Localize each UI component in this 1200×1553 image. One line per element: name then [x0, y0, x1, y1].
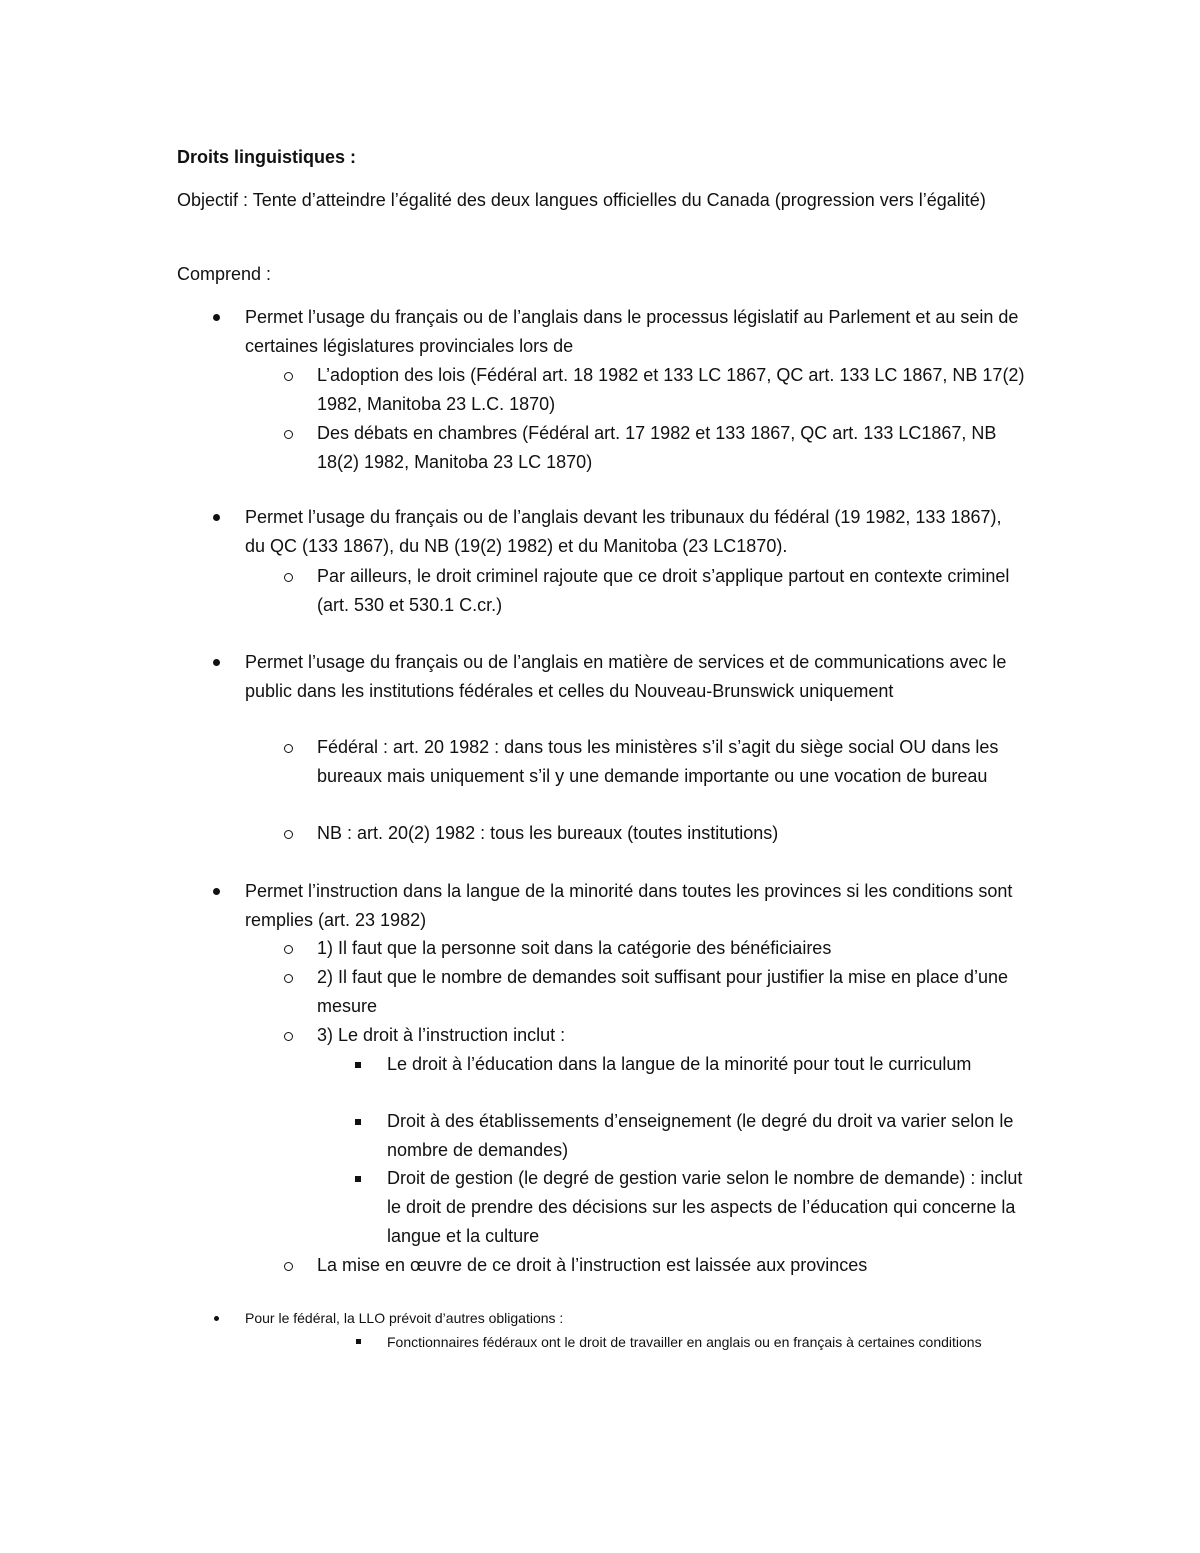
bullet-dot — [213, 514, 220, 521]
sub-list-item: NB : art. 20(2) 1982 : tous les bureaux (toutes institutions) — [317, 823, 779, 843]
bullet-dot — [213, 888, 220, 895]
sub-sub-bullet-square — [355, 1119, 361, 1125]
sub-sub-list-item: Droit de gestion (le degré de gestion varie selon le nombre de demande) : inclut le droit de prendre des décisions sur les aspects de l’éducation qui concerne la langue et la culture — [387, 1168, 1023, 1246]
sub-sub-list-item: Droit à des établissements d’enseignement (le degré du droit va varier selon le nombre de demandes) — [387, 1111, 1014, 1160]
sub-bullet-circle — [284, 1032, 293, 1041]
list-item: Pour le fédéral, la LLO prévoit d’autres obligations : — [245, 1310, 564, 1326]
bullet-dot — [214, 1316, 219, 1321]
sub-sub-bullet-square — [355, 1176, 361, 1182]
page-title: Droits linguistiques : — [177, 147, 357, 167]
bullet-dot — [213, 659, 220, 666]
sub-bullet-circle — [284, 372, 293, 381]
list-item: Permet l’usage du français ou de l’anglais devant les tribunaux du fédéral (19 1982, 133 1867), du QC (133 1867), du NB (19(2) 1982) et du Manitoba (23 LC1870). — [245, 507, 1002, 556]
sub-list-item: 2) Il faut que le nombre de demandes soit suffisant pour justifier la mise en place d’une mesure — [317, 967, 1009, 1016]
sub-bullet-circle — [284, 830, 293, 839]
sub-bullet-circle — [284, 974, 293, 983]
sub-list-item: Par ailleurs, le droit criminel rajoute que ce droit s’applique partout en contexte criminel (art. 530 et 530.1 C.cr.) — [317, 566, 1010, 615]
sub-list-item: 1) Il faut que la personne soit dans la catégorie des bénéficiaires — [317, 938, 832, 958]
sub-bullet-circle — [284, 744, 293, 753]
sub-sub-bullet-square — [355, 1062, 361, 1068]
list-item: Permet l’instruction dans la langue de la minorité dans toutes les provinces si les conditions sont remplies (art. 23 1982) — [245, 881, 1013, 930]
sub-list-item: L’adoption des lois (Fédéral art. 18 1982 et 133 LC 1867, QC art. 133 LC 1867, NB 17(2) 1982, Manitoba 23 L.C. 1870) — [317, 365, 1025, 414]
sub-list-item: 3) Le droit à l’instruction inclut : — [317, 1025, 566, 1045]
sub-list-item: Fédéral : art. 20 1982 : dans tous les ministères s’il s’agit du siège social OU dans les bureaux mais uniquement s’il y une demande importante ou une vocation de bureau — [317, 737, 999, 786]
sub-bullet-circle — [284, 573, 293, 582]
list-item: Permet l’usage du français ou de l’anglais dans le processus législatif au Parlement et au sein de certaines législatures provinciales lors de — [245, 307, 1019, 356]
bullet-dot — [213, 314, 220, 321]
list-item: Permet l’usage du français ou de l’anglais en matière de services et de communications avec le public dans les institutions fédérales et celles du Nouveau-Brunswick uniquement — [245, 652, 1007, 701]
sub-bullet-circle — [284, 430, 293, 439]
comprend-label: Comprend : — [177, 264, 272, 284]
sub-sub-list-item: Fonctionnaires fédéraux ont le droit de travailler en anglais ou en français à certaines conditions — [387, 1334, 982, 1350]
sub-sub-bullet-square — [356, 1339, 361, 1344]
sub-list-item: Des débats en chambres (Fédéral art. 17 1982 et 133 1867, QC art. 133 LC1867, NB 18(2) 1982, Manitoba 23 LC 1870) — [317, 423, 997, 472]
sub-list-item: La mise en œuvre de ce droit à l’instruction est laissée aux provinces — [317, 1255, 868, 1275]
sub-sub-list-item: Le droit à l’éducation dans la langue de la minorité pour tout le curriculum — [387, 1054, 972, 1074]
sub-bullet-circle — [284, 945, 293, 954]
sub-bullet-circle — [284, 1262, 293, 1271]
objectif-paragraph: Objectif : Tente d’atteindre l’égalité des deux langues officielles du Canada (progression vers l’égalité) — [177, 190, 986, 210]
